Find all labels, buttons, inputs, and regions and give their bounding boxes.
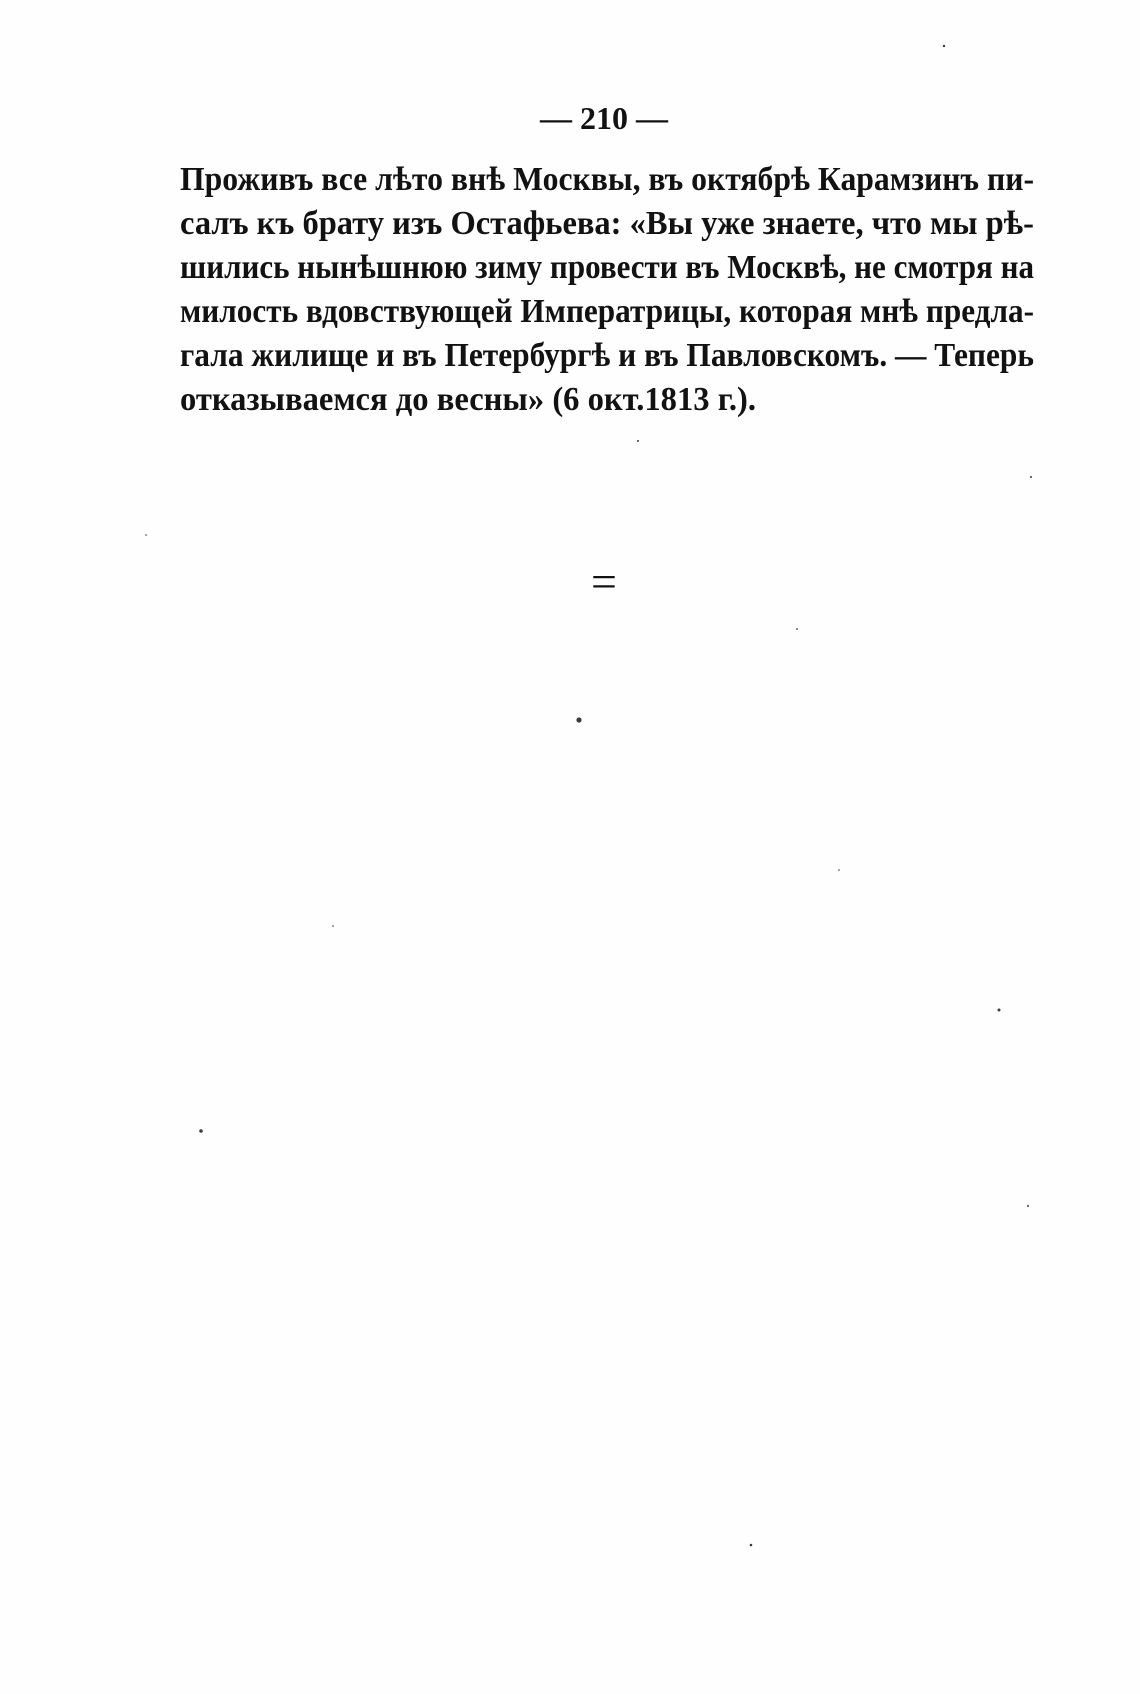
- scan-speck: [796, 628, 798, 630]
- paragraph-line-last: отказываемся до весны» (6 окт.1813 г.).: [180, 381, 756, 418]
- page-number: — 210 —: [540, 100, 668, 136]
- paragraph-line: Проживъ все лѣто внѣ Москвы, въ октябрѣ Карамзинъ пи-: [180, 161, 1034, 198]
- paragraph-line: милость вдовствующей Императрицы, которая мнѣ предла-: [180, 293, 1034, 330]
- scan-speck: [145, 534, 147, 536]
- scan-speck: [332, 925, 334, 927]
- scan-speck: [750, 1544, 753, 1547]
- paragraph-line: салъ къ брату изъ Остафьева: «Вы уже знаете, что мы рѣ-: [180, 205, 1034, 242]
- scan-speck: [1027, 1205, 1029, 1207]
- scan-speck: [576, 717, 581, 722]
- scan-speck: [199, 1129, 203, 1133]
- section-separator: =: [591, 556, 617, 607]
- paragraph: [180, 161, 1034, 418]
- scan-speck: [943, 45, 945, 47]
- scan-speck: [838, 869, 840, 871]
- scan-speck: [637, 440, 639, 442]
- scan-speck: [998, 1009, 1001, 1012]
- scan-speck: [1030, 476, 1032, 478]
- paragraph-line: гала жилище и въ Петербургѣ и въ Павловскомъ. — Теперь: [180, 337, 1035, 374]
- paragraph-line: шились нынѣшнюю зиму провести въ Москвѣ, не смотря на: [180, 249, 1034, 286]
